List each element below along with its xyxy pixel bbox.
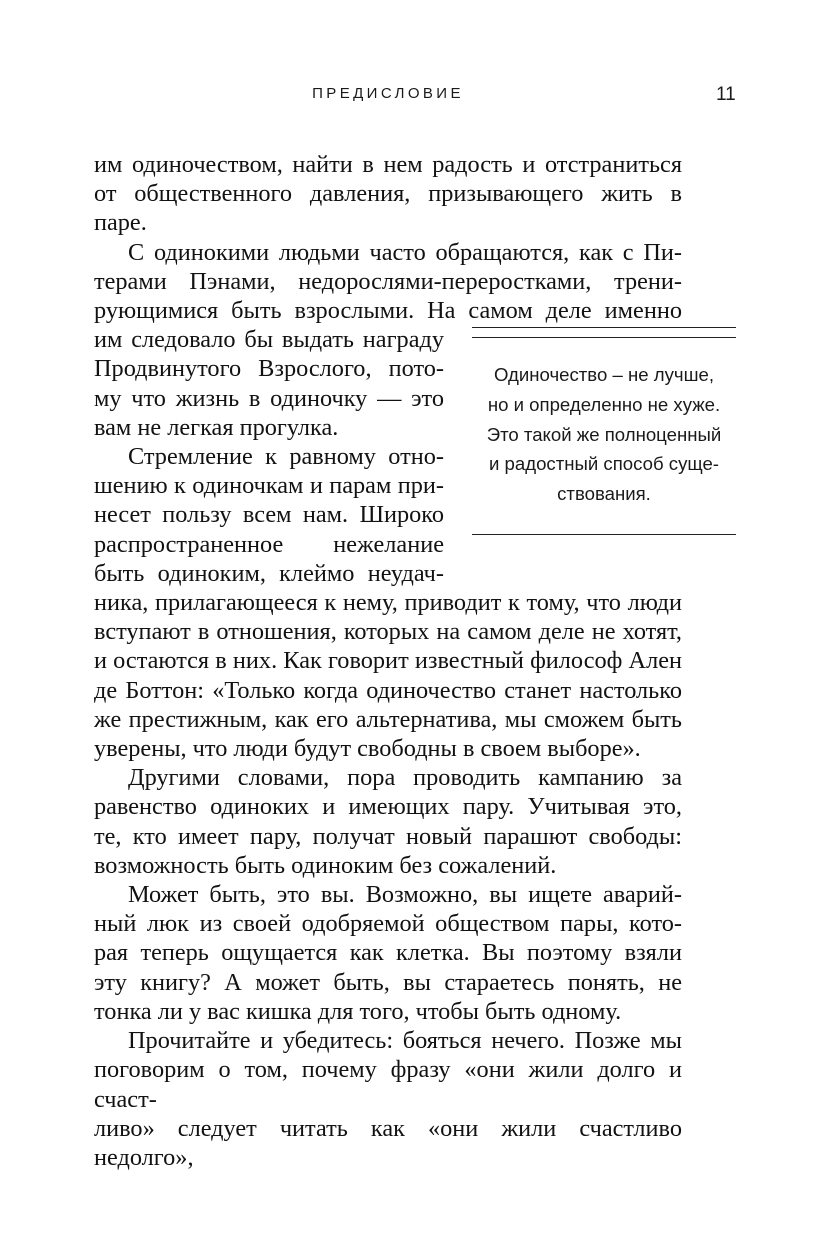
text-line: быть одиноким, клеймо неудач- (94, 559, 444, 587)
pull-quote (472, 327, 736, 509)
text-line: тонка ли у вас кишка для того, чтобы быть одному. (94, 997, 622, 1025)
pull-quote-line: Это такой же полноценный (486, 423, 722, 445)
text-line: ника, прилагающееся к нему, приводит к тому, что люди (94, 589, 682, 617)
text-line: Стремление к равному отно- (128, 443, 444, 471)
text-line: ный люк из своей одобряемой обществом пары, кото- (94, 910, 682, 938)
text-line: несет пользу всем нам. Широко (94, 501, 444, 529)
text-line: же престижным, как его альтернатива, мы сможем быть (94, 705, 682, 733)
text-line: от общественного давления, призывающего жить в паре. (94, 180, 682, 237)
pull-quote-text (472, 360, 736, 509)
text-line: те, кто имеет пару, получат новый парашют свободы: (94, 822, 682, 850)
pull-quote-bottom-rule (472, 534, 736, 535)
text-line: вам не легкая прогулка. (94, 413, 339, 441)
text-line: им одиночеством, найти в нем радость и отстраниться (94, 151, 682, 178)
text-line: распространенное нежелание (94, 530, 444, 558)
text-line: шению к одиночкам и парам при- (94, 472, 444, 500)
text-line: Другими словами, пора проводить кампанию за (128, 764, 682, 792)
pull-quote-line: но и определенно не хуже. (487, 393, 721, 415)
text-line: С одинокими людьми часто обращаются, как с Пи- (128, 238, 682, 266)
pull-quote-top-rule-second (472, 337, 736, 338)
text-line: де Боттон: «Только когда одиночество станет настолько (94, 676, 682, 704)
text-line: Может быть, это вы. Возможно, вы ищете аварий- (128, 881, 682, 909)
paragraph (94, 1026, 682, 1172)
paragraph (94, 150, 682, 238)
text-line: эту книгу? А может быть, вы стараетесь понять, не (94, 968, 682, 996)
text-line: равенство одиноких и имеющих пару. Учитывая это, (94, 793, 682, 821)
running-header-title: ПРЕДИСЛОВИЕ (312, 85, 464, 102)
text-line: им следовало бы выдать награду (94, 326, 444, 354)
pull-quote-line: Одиночество – не лучше, (493, 364, 715, 385)
text-line: терами Пэнами, недорослями-переростками, трени- (94, 267, 682, 295)
text-line: уверены, что люди будут свободны в своем выборе». (94, 735, 641, 763)
pull-quote-line: и радостный способ суще- (488, 453, 719, 475)
body-text (94, 150, 682, 1172)
text-line: поговорим о том, почему фразу «они жили долго и счаст- (94, 1056, 682, 1113)
text-line: рая теперь ощущается как клетка. Вы поэтому взяли (94, 939, 682, 967)
text-line: вступают в отношения, которых на самом деле не хотят, (94, 618, 682, 646)
text-line: му что жизнь в одиночку — это (94, 384, 444, 412)
pull-quote-top-rule (472, 327, 736, 328)
text-line: возможность быть одиноким без сожалений. (94, 851, 557, 879)
text-line: рующимися быть взрослыми. На самом деле именно (94, 297, 682, 325)
page-number: 11 (716, 84, 736, 105)
paragraph (94, 763, 682, 880)
text-line: Продвинутого Взрослого, пото- (94, 355, 444, 383)
pull-quote-line: ствования. (557, 483, 651, 505)
paragraph (94, 880, 682, 1026)
text-line: ливо» следует читать как «они жили счастливо недолго», (94, 1114, 682, 1171)
text-line: Прочитайте и убедитесь: бояться нечего. Позже мы (128, 1027, 682, 1055)
text-line: и остаются в них. Как говорит известный философ Ален (94, 647, 682, 675)
